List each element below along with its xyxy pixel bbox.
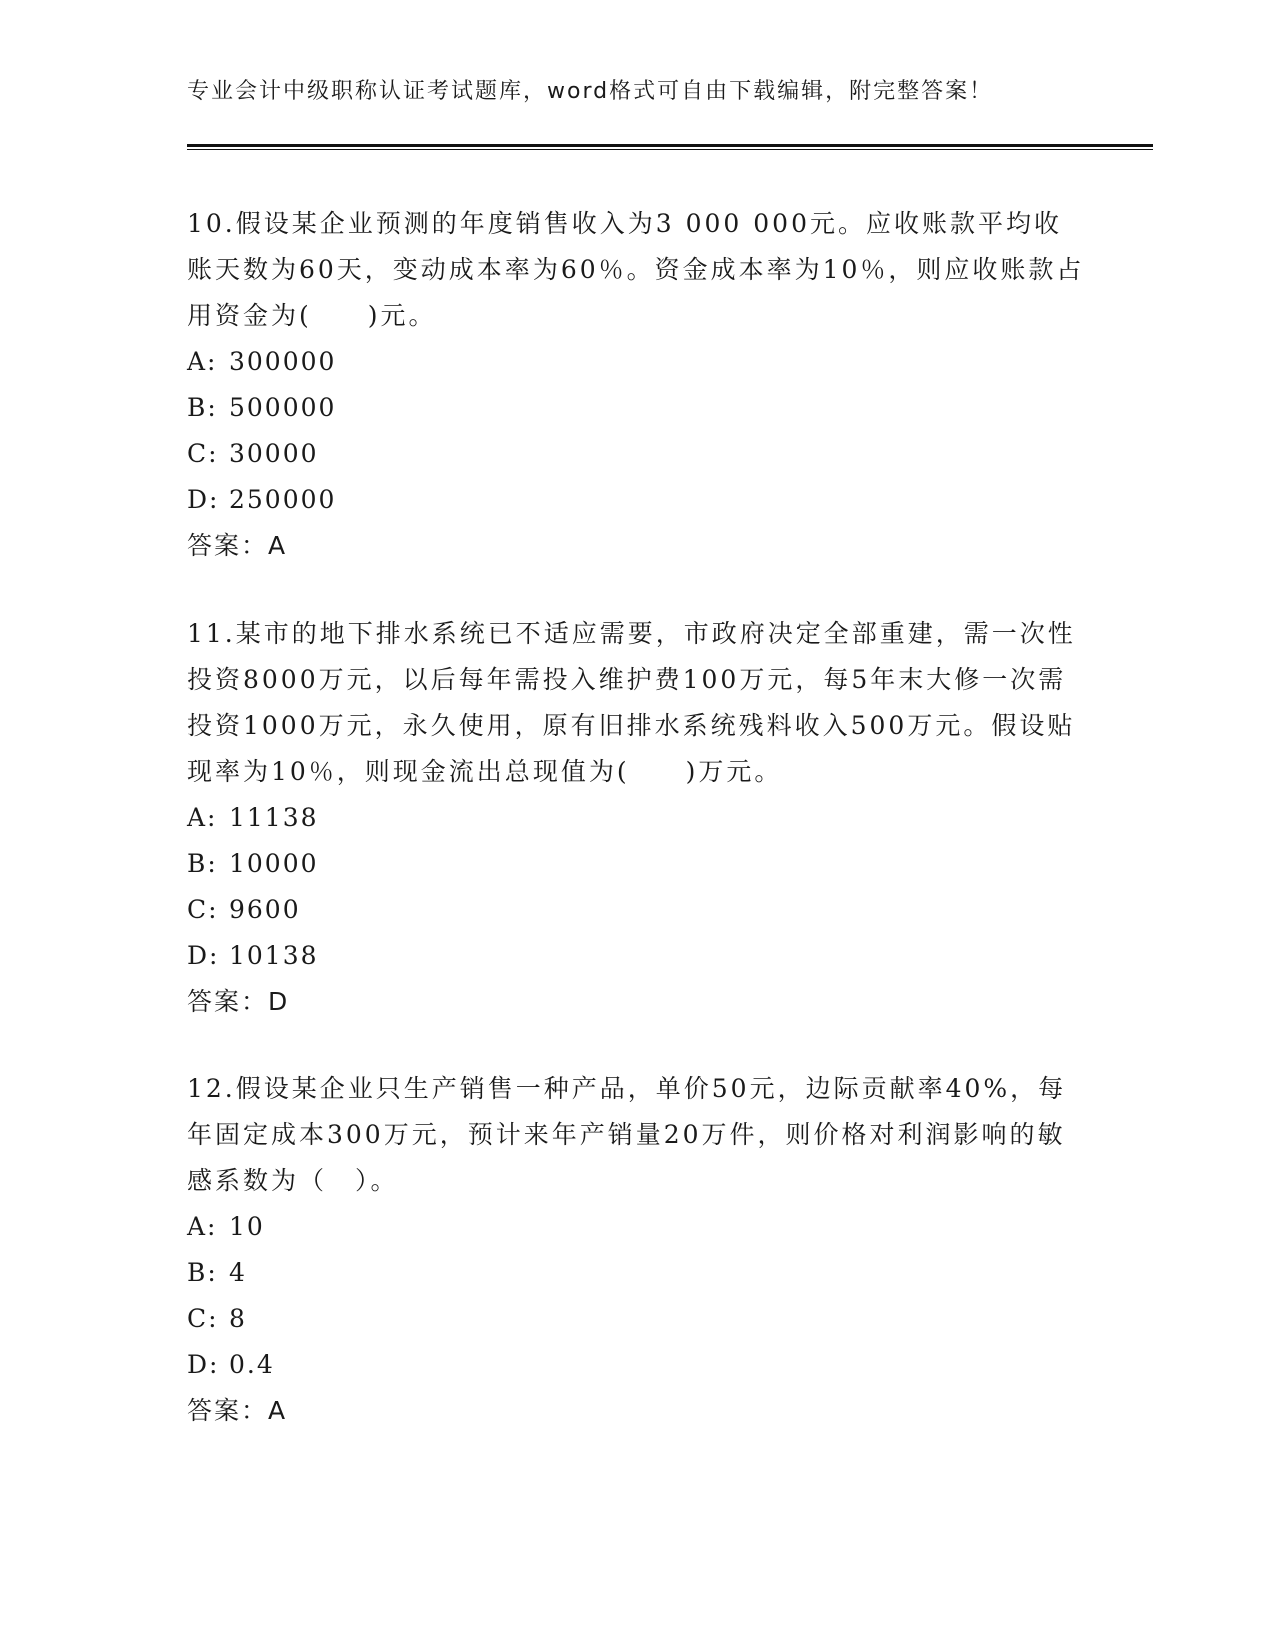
option-b	[187, 385, 1087, 431]
option-value: 11138	[229, 803, 319, 832]
option-a	[187, 339, 1087, 385]
option-value: 8	[229, 1304, 247, 1333]
question-10	[187, 201, 1087, 569]
option-b	[187, 841, 1087, 887]
option-key: B:	[187, 393, 218, 422]
option-key: C:	[187, 439, 219, 468]
page-header: 专业会计中级职称认证考试题库，word格式可自由下载编辑，附完整答案！	[187, 79, 994, 104]
answer: 答案：D	[187, 987, 290, 1016]
option-value: 10138	[229, 941, 319, 970]
option-d	[187, 933, 1087, 979]
option-key: B:	[187, 1258, 218, 1287]
option-key: B:	[187, 849, 218, 878]
option-value: 500000	[229, 393, 337, 422]
option-value: 0.4	[229, 1350, 275, 1379]
question-text: 11.某市的地下排水系统已不适应需要，市政府决定全部重建，需一次性投资8000万元，以后每年需投入维护费100万元，每5年末大修一次需投资1000万元，永久使用，原有旧排水系统残料收入500万元。假设贴现率为10％，则现金流出总现值为( )万元。	[187, 619, 1076, 786]
question-text: 10.假设某企业预测的年度销售收入为3 000 000元。应收账款平均收账天数为60天，变动成本率为60％。资金成本率为10％，则应收账款占用资金为( )元。	[187, 209, 1085, 330]
option-key: D:	[187, 485, 220, 514]
option-key: C:	[187, 1304, 219, 1333]
answer: 答案：A	[187, 531, 288, 560]
option-a	[187, 795, 1087, 841]
option-d	[187, 477, 1087, 523]
option-key: D:	[187, 1350, 220, 1379]
header-divider-thin	[187, 149, 1153, 150]
option-key: A:	[187, 347, 218, 376]
option-value: 4	[229, 1258, 247, 1287]
option-c	[187, 887, 1087, 933]
option-key: A:	[187, 1212, 218, 1241]
option-value: 10000	[229, 849, 319, 878]
option-key: A:	[187, 803, 218, 832]
option-value: 300000	[229, 347, 337, 376]
option-b	[187, 1250, 1087, 1296]
option-d	[187, 1342, 1087, 1388]
option-c	[187, 431, 1087, 477]
question-text: 12.假设某企业只生产销售一种产品，单价50元，边际贡献率40%，每年固定成本300万元，预计来年产销量20万件，则价格对利润影响的敏感系数为（ ）。	[187, 1074, 1067, 1195]
option-value: 10	[229, 1212, 265, 1241]
question-12	[187, 1066, 1087, 1434]
option-value: 30000	[229, 439, 319, 468]
option-value: 9600	[229, 895, 301, 924]
option-a	[187, 1204, 1087, 1250]
header-divider-thick	[187, 144, 1153, 147]
answer: 答案：A	[187, 1396, 288, 1425]
question-11	[187, 611, 1087, 1025]
option-c	[187, 1296, 1087, 1342]
option-key: C:	[187, 895, 219, 924]
option-value: 250000	[229, 485, 337, 514]
option-key: D:	[187, 941, 220, 970]
